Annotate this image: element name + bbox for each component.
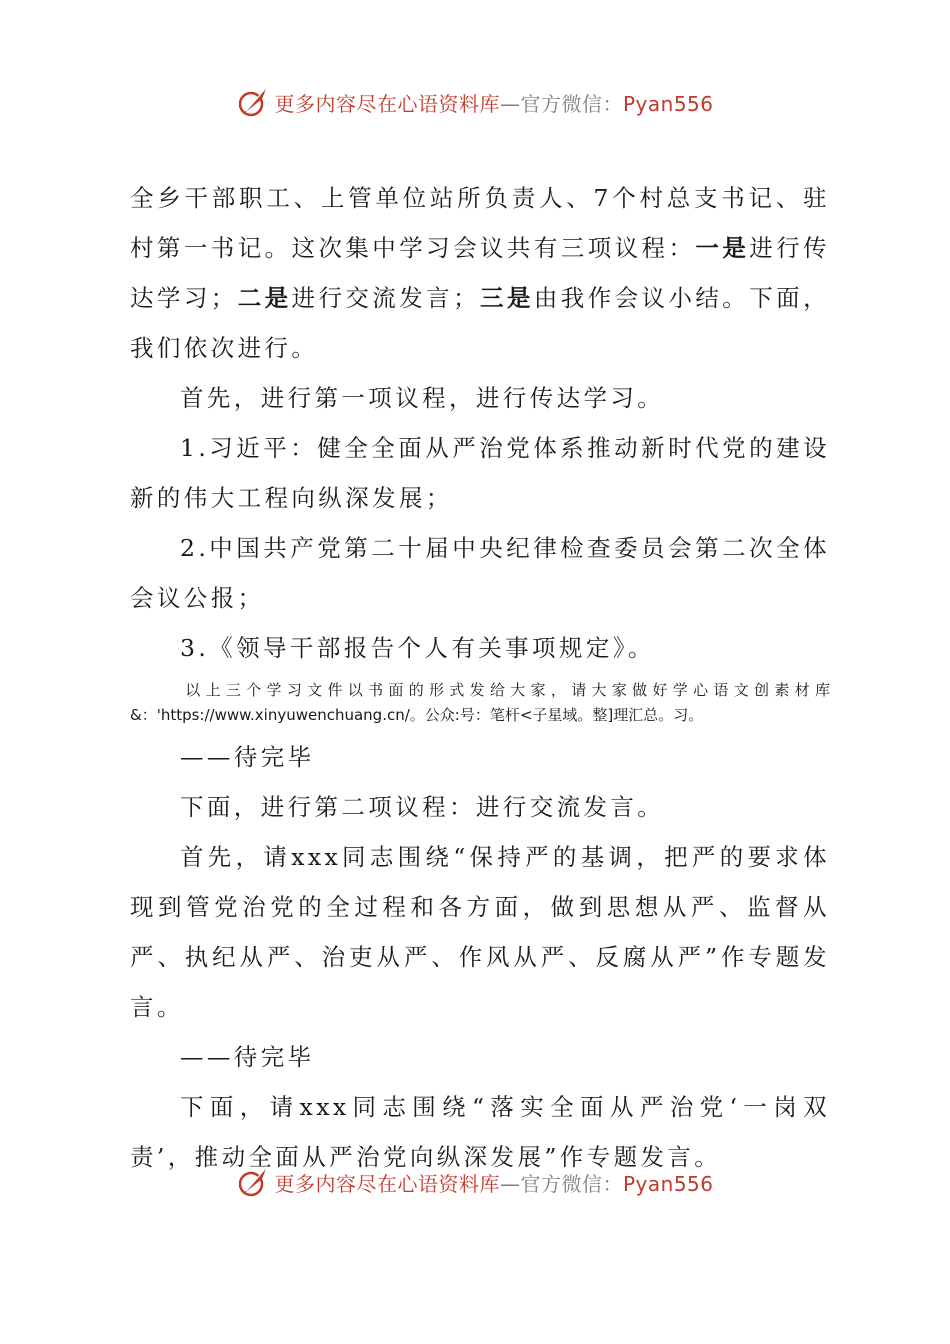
paragraph-wait-1: ——待完毕 [180, 743, 315, 771]
paragraph-item-2: 2.中国共产党第二十届中央纪律检查委员会第二次全体会议公报； [130, 534, 830, 612]
paragraph-item-3: 3.《领导干部报告个人有关事项规定》。 [180, 634, 655, 662]
paragraph-agenda-one: 首先，进行第一项议程，进行传达学习。 [180, 384, 665, 412]
paragraph-agenda-two: 下面，进行第二项议程：进行交流发言。 [180, 793, 665, 821]
banner-text: 更多内容尽在心语资料库—官方微信：Pyan556 [274, 91, 714, 116]
footer-banner [0, 1162, 950, 1202]
paragraph-item-1: 1.习近平：健全全面从严治党体系推动新时代党的建设新的伟大工程向纵深发展； [130, 434, 830, 512]
paragraph-speech-2: 下面，请xxx同志围绕“落实全面从严治党‘一岗双责’，推动全面从严治党向纵深发展”作专题发言。 [130, 1093, 830, 1171]
paragraph-speech-1: 首先，请xxx同志围绕“保持严的基调，把严的要求体现到管党治党的全过程和各方面，做到思想从严、监督从严、执纪从严、治吏从严、作风从严、反腐从严”作专题发言。 [130, 843, 830, 1021]
paragraph-attendees: 全乡干部职工、上管单位站所负责人、7个村总支书记、驻村第一书记。这次集中学习会议共有三项议程：一是进行传达学习；二是进行交流发言；三是由我作会议小结。下面，我们依次进行。 [130, 184, 830, 362]
quill-pen-logo-icon [236, 1165, 270, 1199]
quill-pen-logo-icon [236, 85, 270, 119]
paragraph-note: 以上三个学习文件以书面的形式发给大家，请大家做好学心语文创素材库&：'https://www.xinyuwenchuang.cn/。公众:号：笔杆<子星域。整]理汇总。习。 [130, 681, 830, 724]
paragraph-wait-2: ——待完毕 [180, 1043, 315, 1071]
header-banner [0, 82, 950, 122]
banner-text: 更多内容尽在心语资料库—官方微信：Pyan556 [274, 1171, 714, 1196]
document-body [130, 173, 830, 1182]
